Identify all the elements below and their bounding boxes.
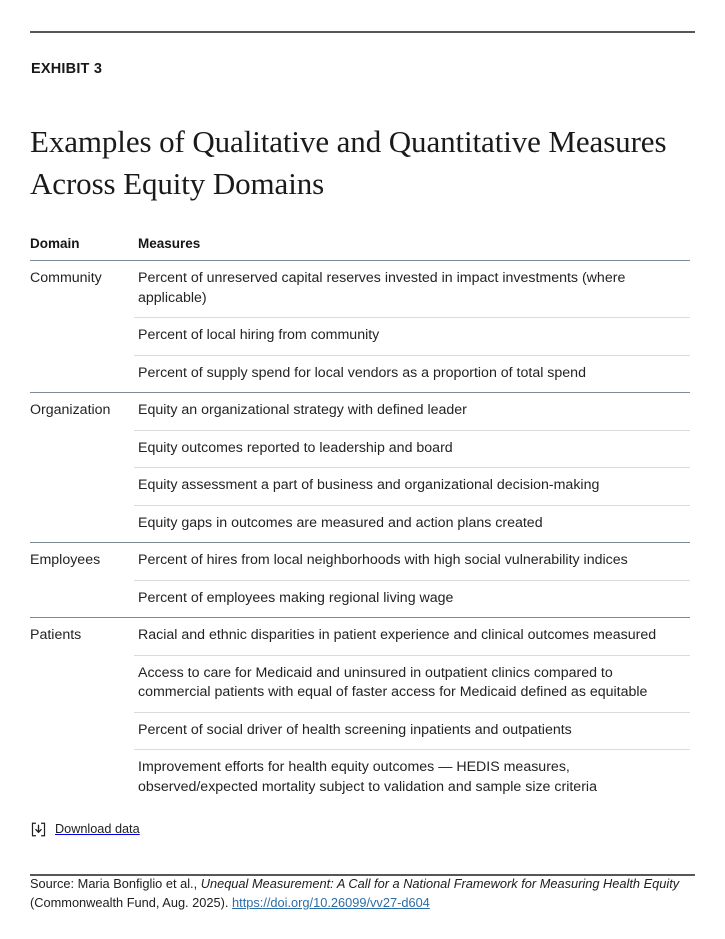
domain-cell-organization: Organization xyxy=(30,393,134,543)
measure-cell: Percent of supply spend for local vendors as a proportion of total spend xyxy=(134,355,690,393)
download-data-button[interactable] xyxy=(31,822,695,837)
source-prefix: Source: Maria Bonfiglio et al., xyxy=(30,876,201,891)
bottom-rule xyxy=(30,874,695,876)
measure-cell: Percent of employees making regional living wage xyxy=(134,580,690,618)
top-rule xyxy=(30,31,695,33)
measures-table xyxy=(30,236,690,806)
table-row xyxy=(30,393,690,431)
measure-cell: Percent of local hiring from community xyxy=(134,318,690,356)
source-note xyxy=(30,874,685,912)
measure-cell: Racial and ethnic disparities in patient experience and clinical outcomes measured xyxy=(134,618,690,656)
download-tray-icon xyxy=(31,822,46,837)
measure-cell: Improvement efforts for health equity outcomes — HEDIS measures, observed/expected mortality subject to validation and sample size criteria xyxy=(134,750,690,807)
source-publication-title: Unequal Measurement: A Call for a National Framework for Measuring Health Equity xyxy=(200,876,680,891)
download-data-label: Download data xyxy=(55,822,140,836)
source-publisher: (Commonwealth Fund, Aug. 2025). xyxy=(30,895,233,910)
measure-cell: Percent of unreserved capital reserves invested in impact investments (where applicable) xyxy=(138,270,626,306)
table-header-row xyxy=(30,236,690,261)
table-body xyxy=(30,261,690,807)
exhibit-content xyxy=(30,60,695,925)
domain-cell-patients: Patients xyxy=(30,618,134,807)
column-header-domain: Domain xyxy=(30,236,134,261)
measure-cell: Percent of hires from local neighborhoods with high social vulnerability indices xyxy=(134,543,690,581)
table-row xyxy=(30,261,690,318)
measure-cell: Access to care for Medicaid and uninsured in outpatient clinics compared to commercial patients with equal of faster access for Medicaid defined as equitable xyxy=(134,655,690,712)
domain-cell-community: Community xyxy=(30,270,102,286)
column-header-measures: Measures xyxy=(134,236,690,261)
domain-cell-employees: Employees xyxy=(30,543,134,618)
measure-cell: Equity an organizational strategy with defined leader xyxy=(134,393,690,431)
table-row xyxy=(30,618,690,656)
measure-cell: Equity outcomes reported to leadership and board xyxy=(134,430,690,468)
exhibit-label: EXHIBIT 3 xyxy=(31,61,103,77)
table-row xyxy=(30,543,690,581)
source-doi-link[interactable]: https://doi.org/10.26099/vv27-d604 xyxy=(232,895,430,910)
measure-cell: Percent of social driver of health screening inpatients and outpatients xyxy=(134,712,690,750)
page-title: Examples of Qualitative and Quantitative Measures Across Equity Domains xyxy=(30,124,667,201)
table-header xyxy=(30,236,690,261)
measure-cell: Equity assessment a part of business and organizational decision-making xyxy=(134,468,690,506)
measure-cell: Equity gaps in outcomes are measured and action plans created xyxy=(134,505,690,543)
